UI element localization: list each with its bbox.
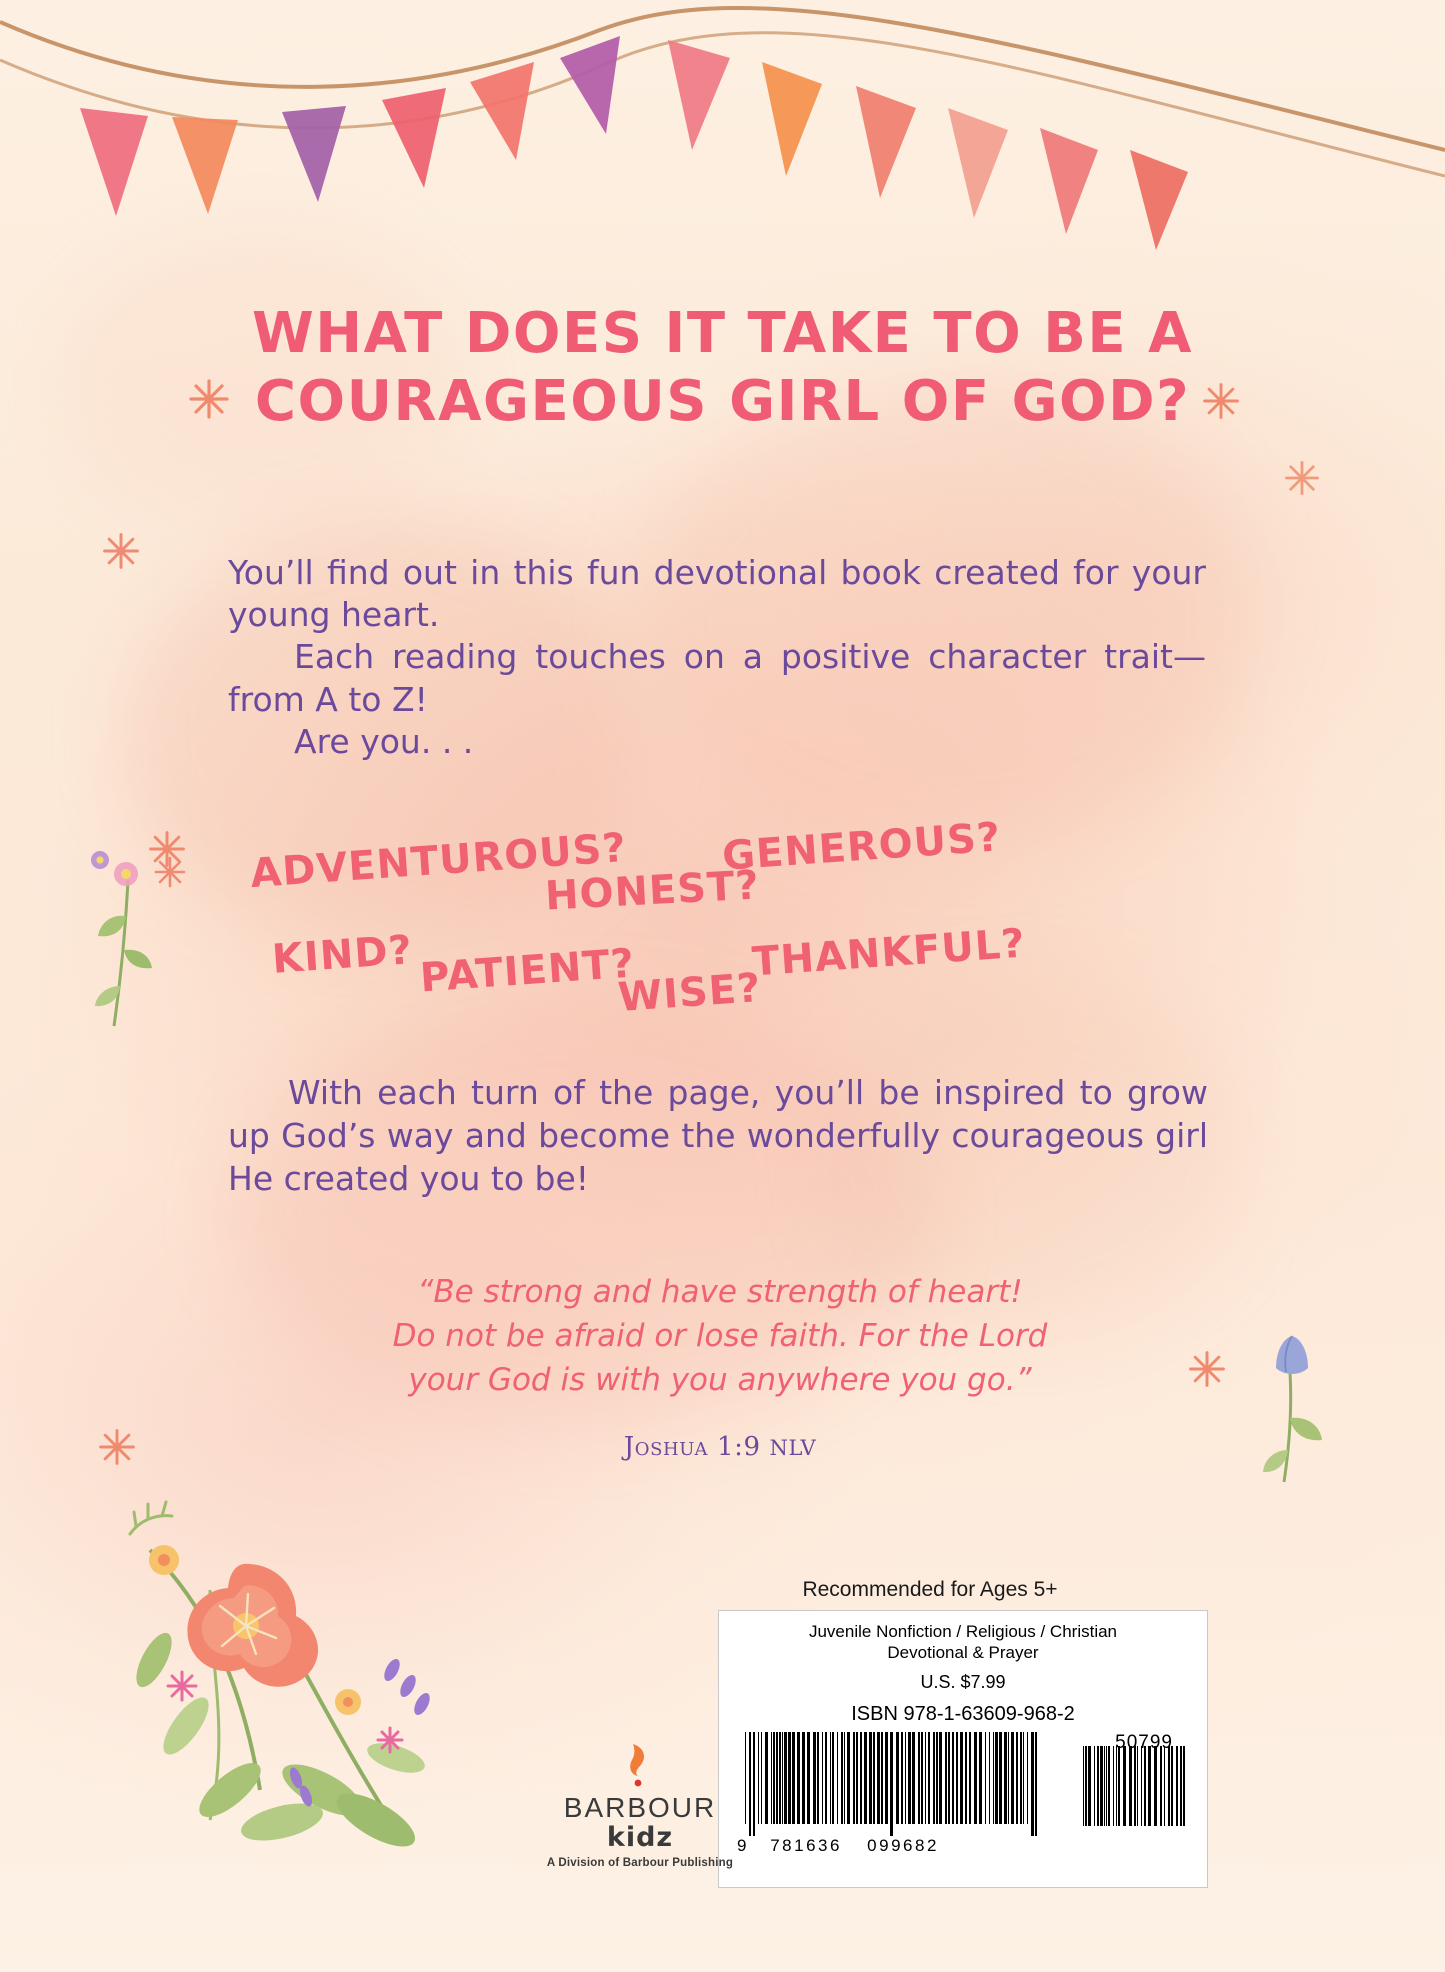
isbn-barcode-block: [718, 1610, 1208, 1888]
trait-word: PATIENT?: [418, 940, 637, 1002]
intro-paragraph-1: You’ll find out in this fun devotional book created for your young heart.: [228, 553, 1206, 635]
trait-word: KIND?: [270, 927, 415, 983]
intro-paragraph-3: Are you. . .: [294, 721, 474, 761]
trait-word: THANKFUL?: [750, 920, 1027, 986]
closing-paragraph: With each turn of the page, you’ll be inspired to grow up God’s way and become the wonderfully courageous girl He created you to be!: [228, 1073, 1208, 1198]
page-title: [0, 300, 1445, 437]
intro-copy: [228, 552, 1206, 763]
publisher-name: BARBOUR: [563, 1792, 717, 1823]
ean13-barcode: [741, 1732, 1041, 1836]
scripture-reference-version: NLV: [769, 1436, 817, 1460]
scripture-line-2: Do not be afraid or lose faith. For the Lord: [392, 1318, 1048, 1355]
asterisk-flower-icon: [100, 530, 142, 572]
trait-word: ADVENTUROUS?: [248, 824, 629, 898]
barcode-digit-lead: 9: [737, 1835, 749, 1855]
trait-word: WISE?: [616, 965, 763, 1021]
headline-line-2: COURAGEOUS GIRL OF GOD?: [254, 369, 1191, 435]
trait-word-cloud: [248, 814, 1200, 1021]
scripture-reference-verse: 1:9: [708, 1432, 770, 1462]
ean5-addon-barcode: [1079, 1746, 1189, 1838]
asterisk-flower-icon: [146, 828, 188, 870]
barcode-digits-left: 781636: [770, 1835, 842, 1855]
barbour-flame-icon: [623, 1742, 657, 1788]
scripture-line-1: “Be strong and have strength of heart!: [417, 1274, 1023, 1310]
intro-paragraph-2: Each reading touches on a positive character trait—from A to Z!: [228, 637, 1206, 719]
addon-price-code: 50799: [1115, 1731, 1173, 1753]
trait-word: HONEST?: [543, 862, 761, 920]
price-label: U.S. $7.99: [920, 1671, 1006, 1692]
bisac-category: [731, 1621, 1195, 1664]
publisher-imprint: kidz: [606, 1822, 674, 1853]
recommended-ages: Recommended for Ages 5+: [802, 1578, 1058, 1601]
asterisk-flower-icon: [1282, 458, 1322, 498]
floral-bouquet-decoration: [90, 1490, 510, 1890]
asterisk-flower-icon: [1186, 1348, 1228, 1390]
flower-sprig-decoration: [70, 850, 200, 1040]
scripture-line-3: your God is with you anywhere you go.”: [408, 1362, 1032, 1399]
publisher-logo: [530, 1742, 750, 1869]
barcode-digits: [737, 1836, 1027, 1856]
headline-line-1: WHAT DOES IT TAKE TO BE A: [252, 301, 1193, 366]
bisac-line-2: Devotional & Prayer: [887, 1643, 1039, 1663]
asterisk-flower-icon: [96, 1426, 138, 1468]
tulip-decoration: [1250, 1332, 1360, 1492]
scripture-reference-book: Joshua: [623, 1432, 709, 1462]
trait-word: GENEROUS?: [720, 814, 1003, 880]
bunting-banner-decoration: [0, 0, 1445, 300]
isbn-number: ISBN 978-1-63609-968-2: [851, 1702, 1075, 1725]
scripture-quote: [300, 1270, 1140, 1402]
publisher-division: A Division of Barbour Publishing: [546, 1857, 734, 1869]
barcode-area: [731, 1732, 1195, 1862]
barcode-digits-right: 099682: [867, 1835, 939, 1855]
bisac-line-1: Juvenile Nonfiction / Religious / Christian: [808, 1622, 1118, 1641]
scripture-reference: [300, 1432, 1140, 1462]
